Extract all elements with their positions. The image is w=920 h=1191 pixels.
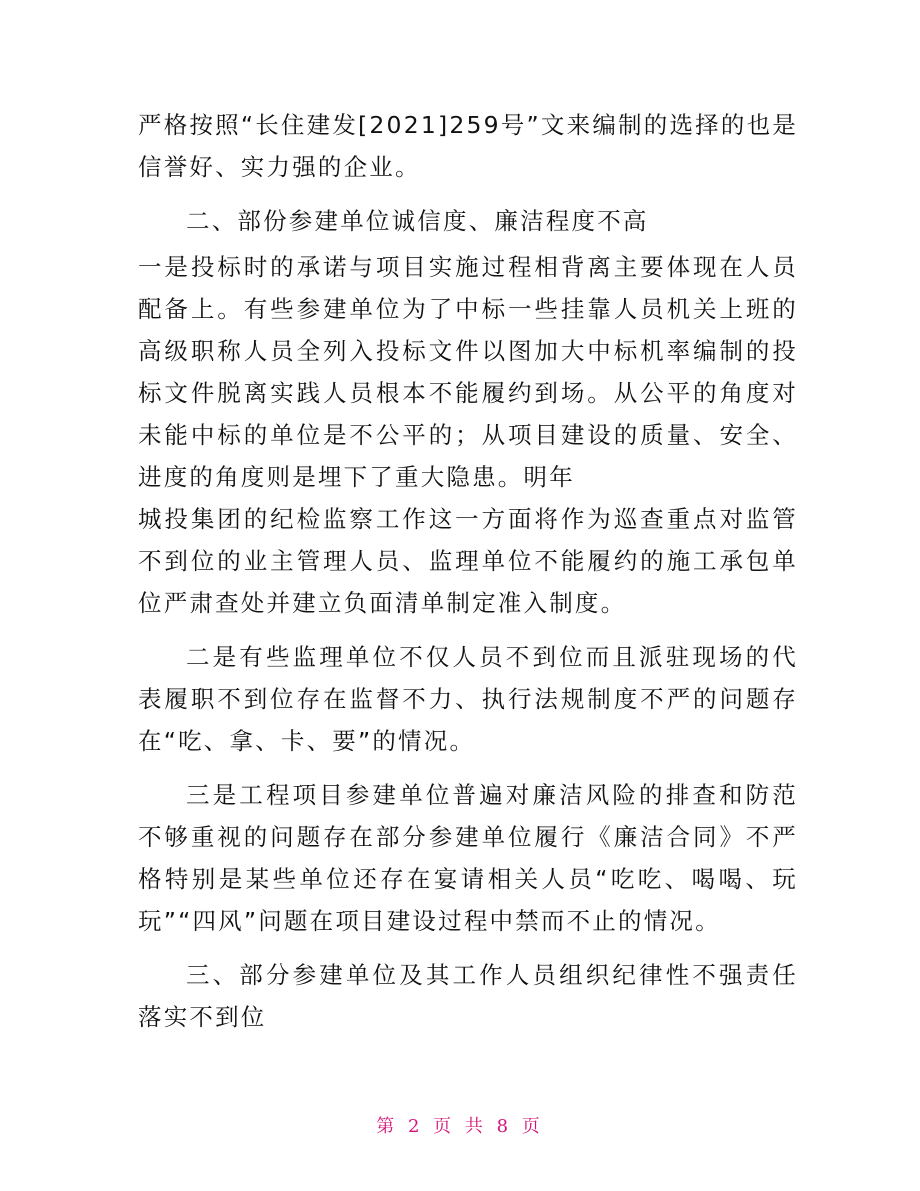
section-heading-3: 三、部分参建单位及其工作人员组织纪律性不强责任落实不到位 (138, 961, 798, 1031)
paragraph-point-1: 一是投标时的承诺与项目实施过程相背离主要体现在人员配备上。有些参建单位为了中标一些挂靠人员机关上班的高级职称人员全列入投标文件以图加大中标机率编制的投标文件脱离实践人员根本不能履约到场。从公平的角度对未能中标的单位是不公平的；从项目建设的质量、安全、进度的角度则是埋下了重大隐患。明年 (138, 253, 798, 491)
document-body (138, 104, 798, 1038)
page-number-footer: 第 2 页 共 8 页 (376, 1116, 544, 1137)
paragraph-point-3: 三是工程项目参建单位普遍对廉洁风险的排查和防范不够重视的问题存在部分参建单位履行《廉洁合同》不严格特别是某些单位还存在宴请相关人员“吃吃、喝喝、玩玩”“四风”问题在项目建设过程中禁而不止的情况。 (138, 781, 798, 935)
section-heading-2: 二、部份参建单位诚信度、廉洁程度不高 (186, 207, 649, 235)
paragraph-inspection: 城投集团的纪检监察工作这一方面将作为巡查重点对监管不到位的业主管理人员、监理单位不能履约的施工承包单位严肃查处并建立负面清单制定准入制度。 (138, 505, 798, 617)
paragraph-continuation: 严格按照“长住建发[2021]259号”文来编制的选择的也是信誉好、实力强的企业。 (138, 111, 798, 181)
paragraph-point-2: 二是有些监理单位不仅人员不到位而且派驻现场的代表履职不到位存在监督不力、执行法规制度不严的问题存在“吃、拿、卡、要”的情况。 (138, 643, 798, 755)
